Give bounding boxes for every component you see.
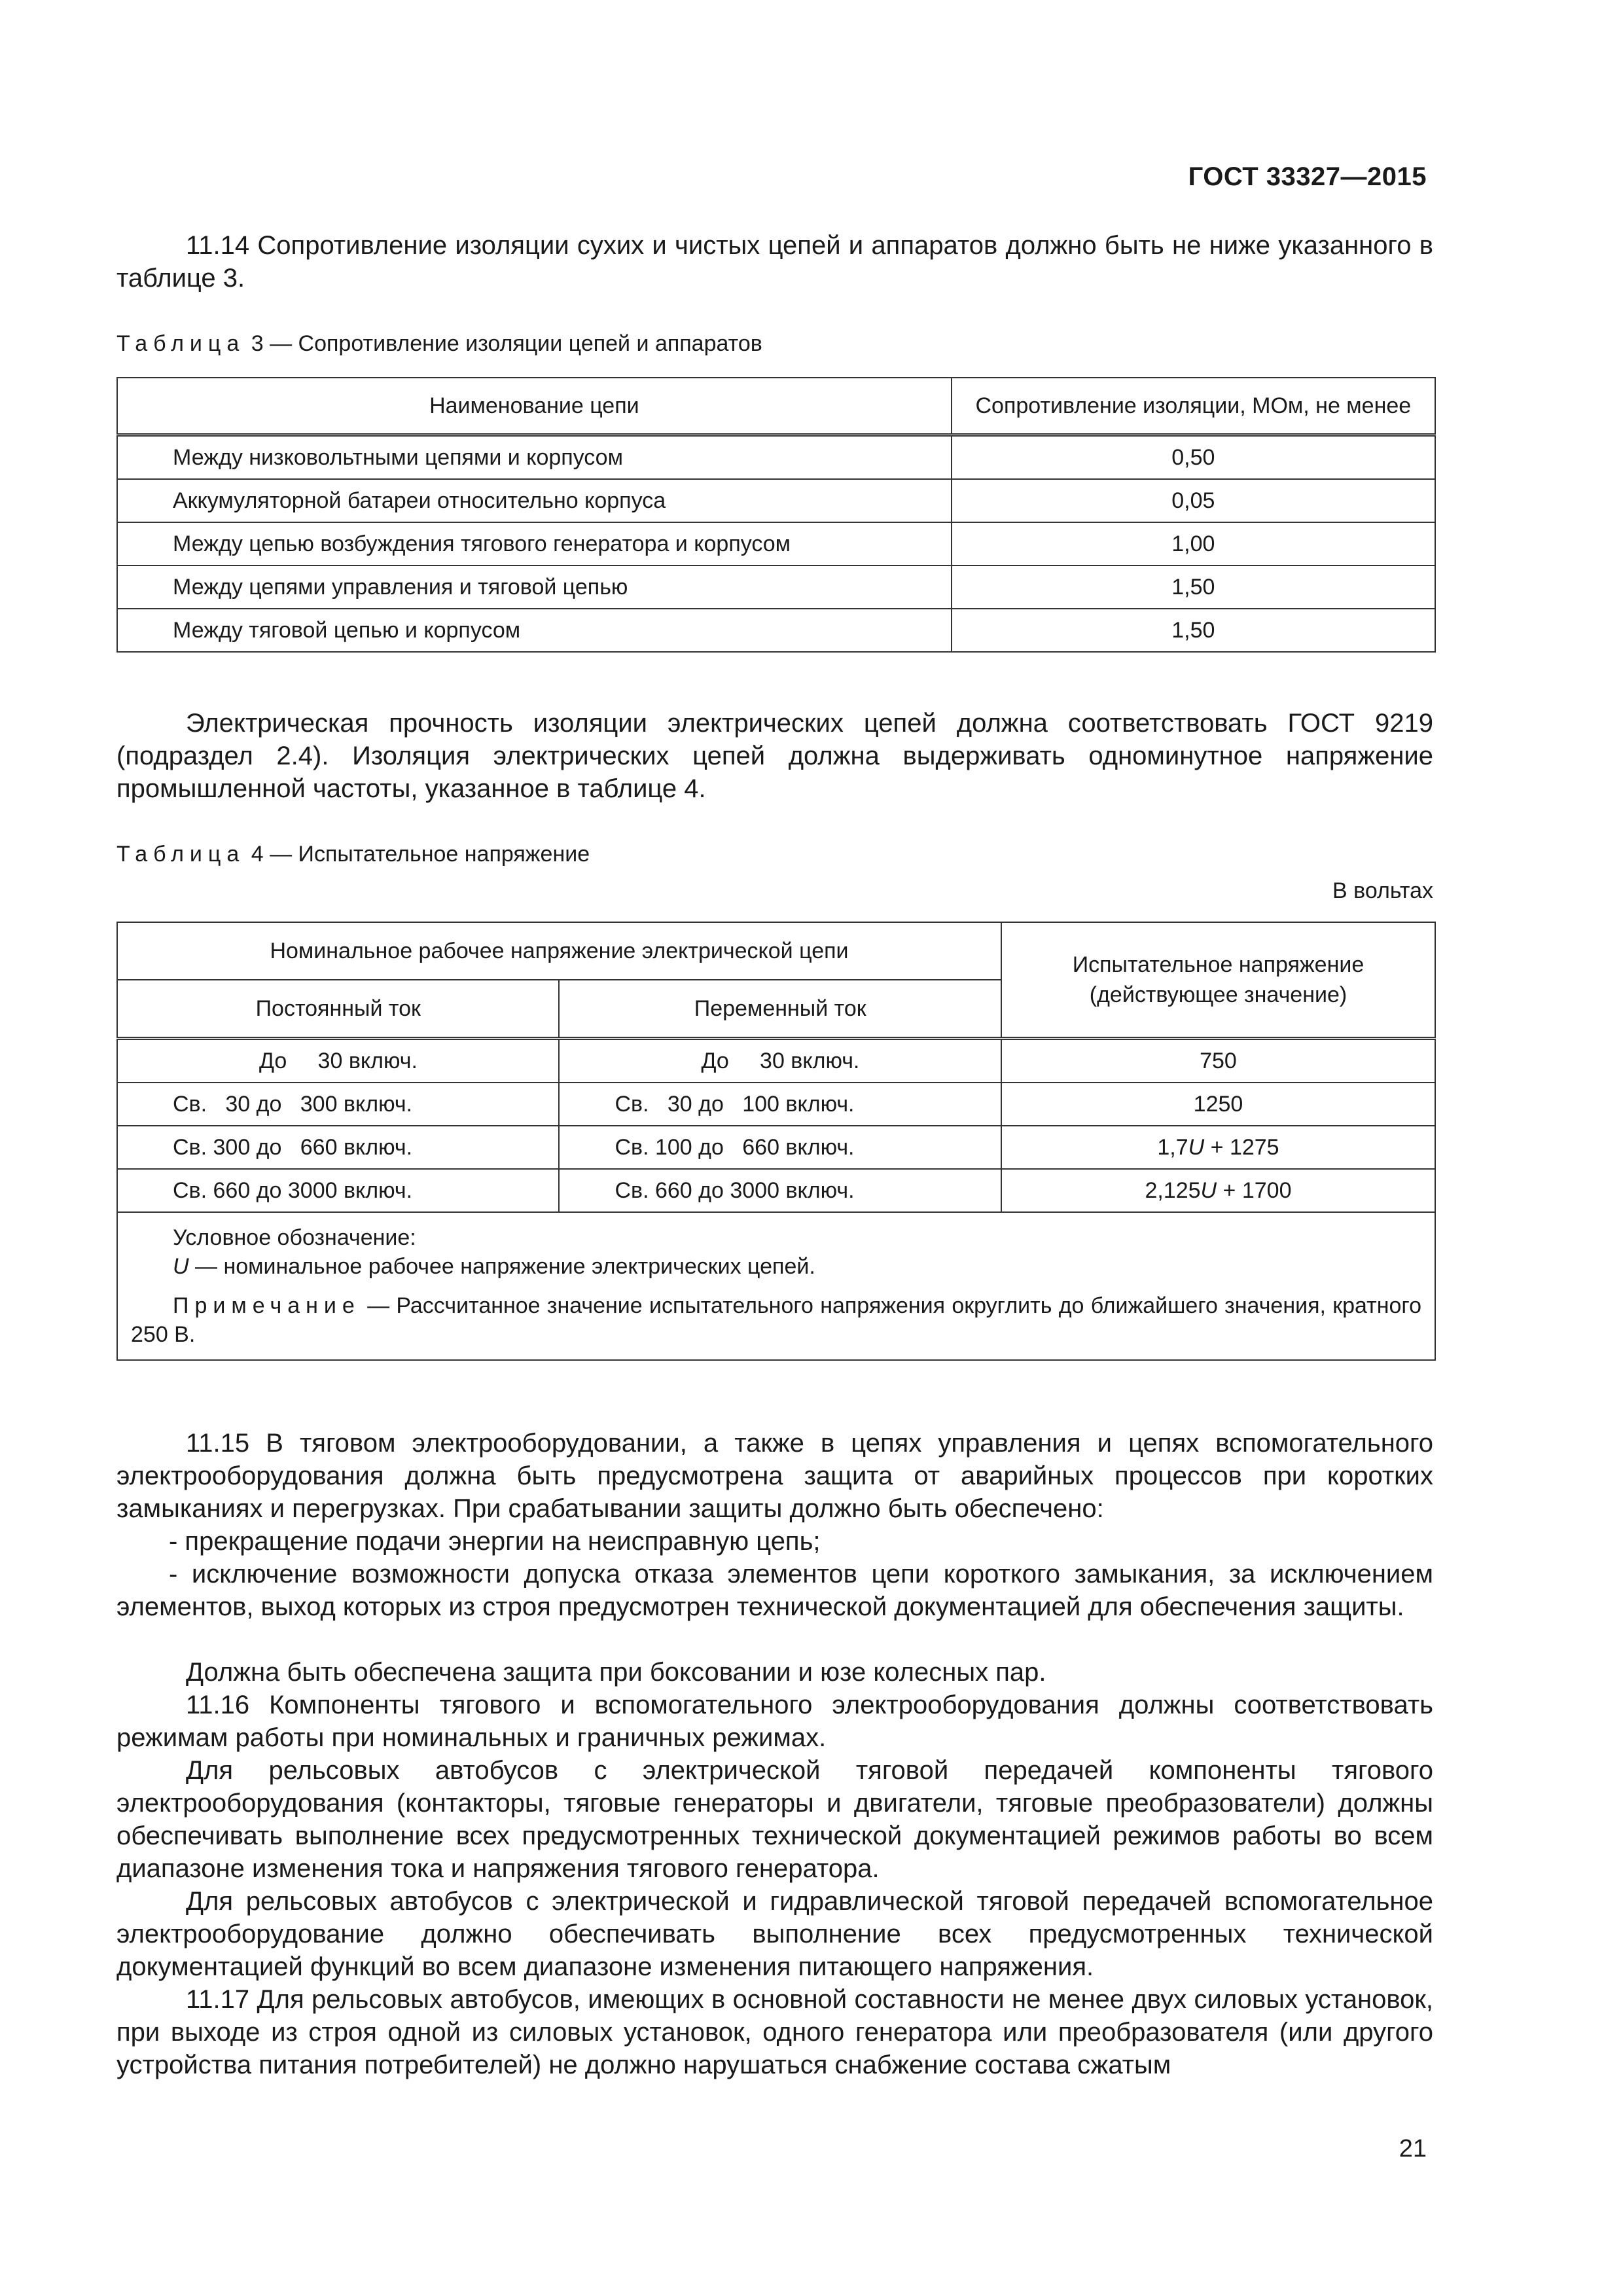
table4-cell-dc: До 30 включ. [117,1039,559,1083]
paragraph-11-16: 11.16 Компоненты тягового и вспомогательного электрооборудования должны соответствовать режимам работы при номинальных и граничных режимах. [116,1691,1433,1752]
table4-units: В вольтах [1332,878,1433,903]
table4-cell-test [1001,1126,1435,1169]
legend-var: U [173,1254,189,1279]
table3-header-circuit: Наименование цепи [117,378,952,435]
table3-cell-value: 0,50 [952,435,1435,480]
test-value-coef: 2,125 [1145,1177,1201,1203]
table4-note [131,1291,1421,1349]
test-value-var: U [1200,1177,1217,1203]
table3-cell-name: Аккумуляторной батареи относительно корпуса [117,479,952,522]
table-row [117,1126,1435,1169]
table3-label: Таблица [116,331,245,356]
test-value-offset: + 1700 [1217,1177,1292,1203]
table3-cell-name: Между цепями управления и тяговой цепью [117,565,952,609]
note-label: Примечание [173,1293,361,1318]
table3-header-resistance: Сопротивление изоляции, МОм, не менее [952,378,1435,435]
table4-caption [116,842,590,867]
table3-caption [116,331,762,357]
table4-cell-ac: До 30 включ. [559,1039,1001,1083]
document-id-header: ГОСТ 33327—2015 [1188,162,1427,191]
test-value-offset: + 1275 [1204,1134,1279,1160]
table3-cell-name: Между низковольтными цепями и корпусом [117,435,952,480]
table4-label: Таблица [116,842,245,867]
table-row [117,609,1435,652]
table4-cell-dc: Св. 30 до 300 включ. [117,1083,559,1126]
test-value-coef: 1,7 [1157,1134,1188,1160]
paragraph-boksovanie: Должна быть обеспечена защита при боксовании и юзе колесных пар. [186,1658,1046,1687]
table4-cell-ac: Св. 660 до 3000 включ. [559,1169,1001,1212]
paragraph-rail-hydraulic: Для рельсовых автобусов с электрической и гидравлической тяговой передачей вспомогательное электрооборудование должно обеспечивать выполнение всех предусмотренных технической документацией функций во всем диапазоне изменения питающего напряжения. [116,1887,1433,1981]
table4-header-dc: Постоянный ток [117,980,559,1039]
table4-notes [117,1212,1435,1360]
table4-cell-test [1001,1039,1435,1083]
table-row [117,435,1435,480]
bullet-item: - прекращение подачи энергии на неисправную цепь; [169,1527,821,1556]
table-row [117,522,1435,565]
table3-title: 3 — Сопротивление изоляции цепей и аппаратов [245,331,762,356]
table3-cell-name: Между цепью возбуждения тягового генератора и корпусом [117,522,952,565]
table-row [117,565,1435,609]
table-row [117,1212,1435,1360]
table-row [117,479,1435,522]
insulation-resistance-table [116,377,1436,653]
paragraph-rail-electric: Для рельсовых автобусов с электрической тяговой передачей компоненты тягового электрооборудования (контакторы, тяговые генераторы и двигатели, тяговые преобразователи) должны обеспечивать выполнение всех предусмотренных технической документацией режимов работы во всем диапазоне изменения тока и напряжения тягового генератора. [116,1756,1433,1883]
table3-cell-value: 1,50 [952,609,1435,652]
legend-title: Условное обозначение: [173,1225,416,1250]
table3-cell-name: Между тяговой цепью и корпусом [117,609,952,652]
table-row [117,1169,1435,1212]
legend-text: — номинальное рабочее напряжение электрических цепей. [188,1254,815,1279]
table-row [117,1039,1435,1083]
paragraph-11-17: 11.17 Для рельсовых автобусов, имеющих в основной составности не менее двух силовых установок, при выходе из строя одной из силовых установок, одного генератора или преобразователя (или другого устройства питания потребителей) не должно нарушаться снабжение состава сжатым [116,1985,1433,2079]
table4-cell-dc: Св. 660 до 3000 включ. [117,1169,559,1212]
table4-cell-dc: Св. 300 до 660 включ. [117,1126,559,1169]
table3-cell-value: 0,05 [952,479,1435,522]
note-text: — Рассчитанное значение испытательного напряжения округлить до ближайшего значения, кратного 250 В. [131,1293,1421,1347]
table4-cell-ac: Св. 100 до 660 включ. [559,1126,1001,1169]
table4-cell-ac: Св. 30 до 100 включ. [559,1083,1001,1126]
test-value-var: U [1188,1134,1205,1160]
paragraph-11-14: 11.14 Сопротивление изоляции сухих и чистых цепей и аппаратов должно быть не ниже указанного в таблице 3. [116,231,1433,293]
paragraph-electric-strength: Электрическая прочность изоляции электрических цепей должна соответствовать ГОСТ 9219 (подраздел 2.4). Изоляция электрических цепей должна выдерживать одноминутное напряжение промышленной частоты, указанное в таблице 4. [116,709,1433,803]
table3-cell-value: 1,00 [952,522,1435,565]
table4-cell-test [1001,1169,1435,1212]
table4-title: 4 — Испытательное напряжение [245,842,590,867]
table4-header-test: Испытательное напряжение (действующее значение) [1001,922,1435,1039]
table4-header-ac: Переменный ток [559,980,1001,1039]
test-value: 1250 [1193,1091,1243,1117]
test-voltage-table [116,922,1436,1361]
table4-cell-test [1001,1083,1435,1126]
table-row [117,1083,1435,1126]
table4-header-nominal: Номинальное рабочее напряжение электрической цепи [117,922,1001,980]
page-number: 21 [1399,2135,1427,2162]
legend-definition [131,1252,1421,1281]
bullet-item: - исключение возможности допуска отказа элементов цепи короткого замыкания, за исключением элементов, выход которых из строя предусмотрен технической документацией для обеспечения защиты. [116,1560,1433,1621]
table3-cell-value: 1,50 [952,565,1435,609]
test-value: 750 [1200,1048,1237,1073]
paragraph-11-15: 11.15 В тяговом электрооборудовании, а также в цепях управления и цепях вспомогательного электрооборудования должна быть предусмотрена защита от аварийных процессов при коротких замыканиях и перегрузках. При срабатывании защиты должно быть обеспечено: [116,1429,1433,1523]
